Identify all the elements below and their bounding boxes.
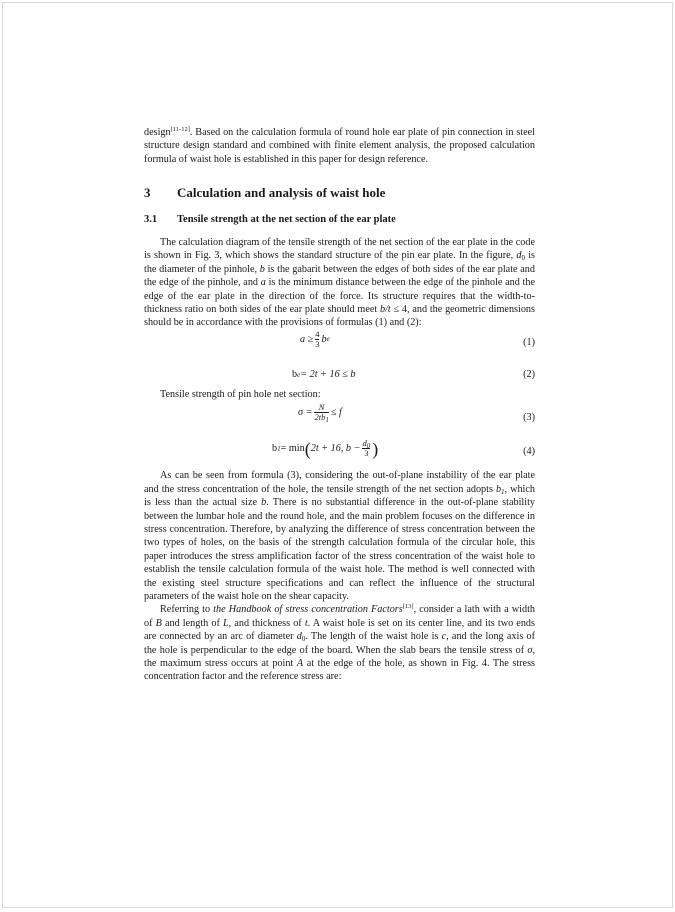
tensile-label: Tensile strength of pin hole net section:: [160, 388, 321, 400]
section-heading: [144, 186, 535, 199]
section-number: 3: [144, 185, 151, 201]
subsection-title: Tensile strength at the net section of the ear plate: [177, 213, 396, 225]
section-title: Calculation and analysis of waist hole: [177, 185, 386, 201]
citation: [11-12]: [170, 126, 190, 133]
fraction: $\frac{4}{3}$: [315, 328, 320, 349]
equation-number: (1): [523, 336, 535, 348]
equation-number: (2): [523, 368, 535, 380]
paragraph-2: As can be seen from formula (3), considering the out-of-plane instability of the ear plate and the stress concentration of the hole, the tensile strength of the net section adopts $b_1$, which is less than the actual size b. There is no substantial difference in the out-of-plane stability between the lumbar hole and the round hole, and the main problem focuses on the difference in stress concentration. Therefore, by analyzing the difference of stress concentration between the two types of holes, on the basis of the strength calculation formula of the circular hole, this paper introduces the stress amplification factor of the stress concentration of the waist hole to establish the tensile calculation formula of the waist hole. The method is well connected with the existing steel structure specifications and can reflect the influence of the structural parameters of the waist hole on the shear capacity.: [144, 470, 535, 602]
paragraph-1: The calculation diagram of the tensile strength of the net section of the ear plate in the code is shown in Fig. 3, which shows the standard structure of the pin ear plate. In the figure, $d_0$ is the diameter of the pinhole, b is the gabarit between the edges of both sides of the ear plate and the edge of the pinhole, and a is the minimum distance between the edge of the pinhole and the edge of the ear plate in the direction of the force. Its structure requires that the width-to-thickness ratio on both sides of the ear plate should meet b/t ≤ 4, and the geometric dimensions should be in accordance with the provisions of formulas (1) and (2):: [144, 237, 536, 329]
equation-2: b e = 2t + 16 ≤ b (2): [292, 368, 535, 380]
equation-number: (3): [523, 412, 535, 424]
fraction: $\frac{N}{2tb_1}$: [314, 402, 329, 425]
citation: [13]: [402, 603, 414, 611]
page: [2, 2, 673, 908]
equation-4: b 1 = min ( 2t + 16, b − $\frac{d_0}{3}$ ) (4): [272, 438, 535, 459]
subsection-heading: [144, 213, 535, 226]
equation-number: (4): [523, 446, 535, 458]
fraction: $\frac{d_0}{3}$: [362, 438, 371, 459]
subsection-number: 3.1: [144, 213, 158, 225]
intro-paragraph: design[11-12]. Based on the calculation formula of round hole ear plate of pin connection in steel structure design standard and combined with finite element analysis, the proposed calculation formula of waist hole is established in this paper for design reference.: [144, 126, 535, 165]
paragraph-3: Referring to the Handbook of stress concentration Factors[13], consider a lath with a width of B and length of L, and thickness of t. A waist hole is set on its center line, and its two ends are connected by an arc of diameter $d_0$. The length of the waist hole is c, and the long axis of the hole is perpendicular to the edge of the board. When the slab bears the tensile stress of σ, the maximum stress occurs at point A at the edge of the hole, as shown in Fig. 4. The stress concentration factor and the reference stress are:: [144, 603, 536, 683]
equation-3: σ = $\frac{N}{2tb_1}$ ≤ f (3): [298, 402, 535, 425]
paper-body: [144, 126, 535, 684]
equation-1: a ≥ $\frac{4}{3}$ b e (1): [300, 328, 535, 349]
